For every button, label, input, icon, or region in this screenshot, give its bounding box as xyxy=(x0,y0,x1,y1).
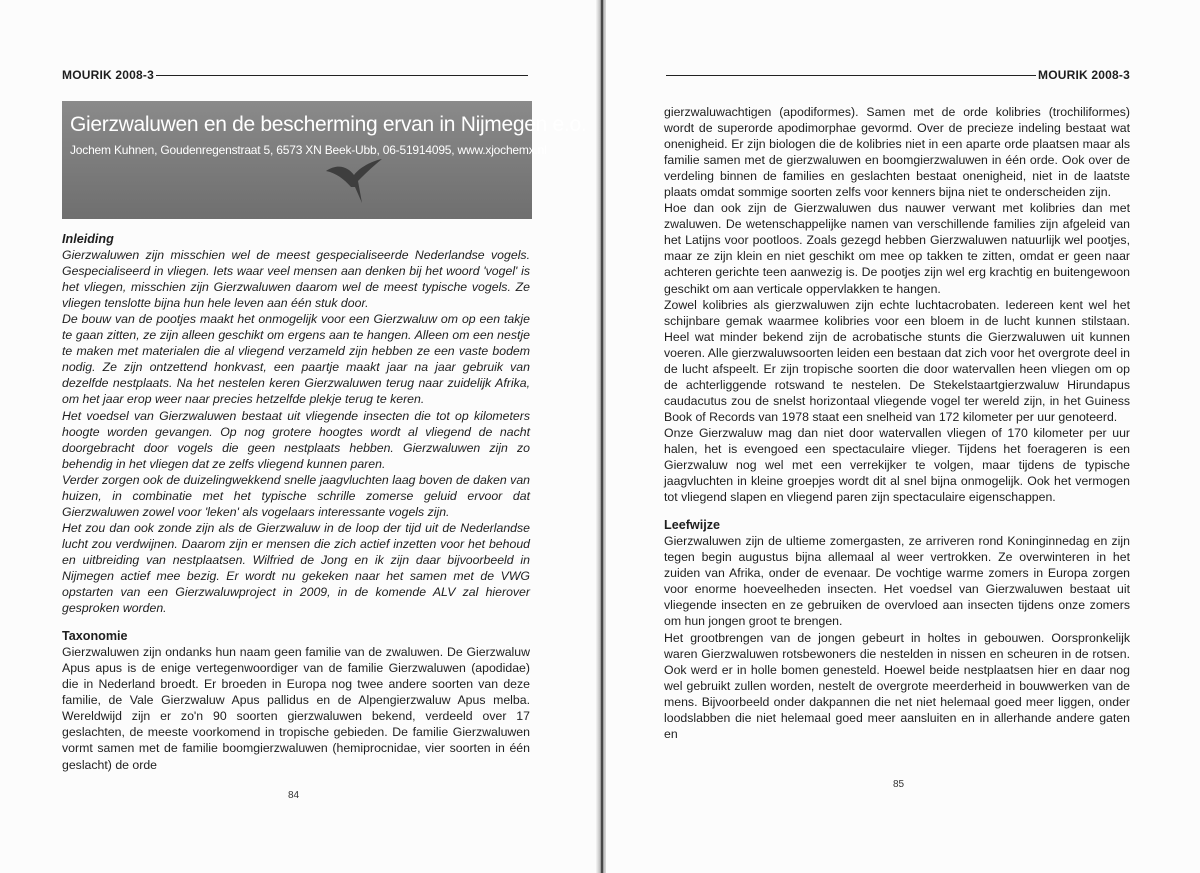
left-column xyxy=(62,231,530,773)
taxonomy-paragraph: Gierzwaluwen zijn ondanks hun naam geen familie van de zwaluwen. De Gierzwaluw Apus apus is de enige vertegenwoordiger van de familie Gierzwaluwen (apodidae) die in Nederland broedt. Er broeden in Europa nog twee andere soorten van deze familie, de Vale Gierzwaluw Apus pallidus en de Alpengierzwaluw Apus melba. Wereldwijd zijn er zo'n 90 soorten gierzwaluwen bekend, verdeeld over 17 geslachten, de meeste voorkomend in tropische gebieden. De familie Gierzwaluwen vormt samen met de familie boomgierzwaluwen (hemiprocnidae, vier soorten in één geslacht) de orde xyxy=(62,645,530,772)
lifestyle-paragraph-1: Gierzwaluwen zijn de ultieme zomergasten, ze arriveren rond Koninginnedag en zijn tegen begin augustus bijna allemaal al weer vertrokken. Ze overwinteren in het zuiden van Afrika, onder de evenaar. De vochtige warme zomers in Europa zorgen voor enorme hoeveelheden insecten. Het voedsel van Gierzwaluwen bestaat uit vliegende insecten en ze gebruiken de overvloed aan insecten tijdens onze zomers om hun jongen groot te brengen. xyxy=(664,534,1130,629)
running-header xyxy=(62,68,530,82)
header-rule-right xyxy=(666,75,1036,76)
journal-name-right: MOURIK 2008-3 xyxy=(1038,68,1130,82)
intro-paragraph-1: Gierzwaluwen zijn misschien wel de meest gespecialiseerde Nederlandse vogels. Gespecialiseerd in vliegen. Iets waar veel mensen aan denken bij het woord 'vogel' is het vliegen, misschien zijn Gierzwaluwen daarom wel de meest typische vogels. Ze vliegen tenslotte bijna hun hele leven aan één stuk door. xyxy=(62,248,530,311)
section-gap-right xyxy=(664,505,1130,517)
page-number-right: 85 xyxy=(893,779,905,790)
right-column xyxy=(664,104,1130,742)
heading-leefwijze: Leefwijze xyxy=(664,518,720,533)
article-banner xyxy=(62,101,587,219)
intro-paragraph-3: Het voedsel van Gierzwaluwen bestaat uit vliegende insecten die tot op kilometers hoogte worden gevangen. Op nog grotere hoogtes wordt al vliegend de nacht doorgebracht door vogels die geen nestplaats hebben. Gierzwaluwen zijn zo behendig in het vliegen dat ze zelfs vliegend kunnen paren. xyxy=(62,408,530,471)
intro-paragraph-5: Het zou dan ook zonde zijn als de Gierzwaluw in de loop der tijd uit de Nederlandse lucht zou verdwijnen. Daarom zijn er mensen die zich actief inzetten voor het behoud en uitbreiding van nestplaatsen. Wilfried de Jong en ik zijn daar bijvoorbeeld in Nijmegen actief mee bezig. Er wordt nu gekeken naar het samen met de VWG opstarten van een Gierzwaluwproject in 2009, in de komende ALV zal hierover gesproken worden. xyxy=(62,520,530,616)
body-paragraph-4: Onze Gierzwaluw mag dan niet door watervallen vliegen of 170 kilometer per uur halen, het is evengoed een spectaculaire vlieger. Tijdens het foerageren is een Gierzwaluw nog wel met een verrekijker te volgen, maar tijdens de typische jaagvluchten in kleine groepjes wordt dit al snel bijna onmogelijk. Ook het vermogen tot vliegend slapen en vliegend paren zijn spectaculaire eigenschappen. xyxy=(664,425,1130,505)
running-header-right xyxy=(664,68,1130,82)
intro-paragraph-2: De bouw van de pootjes maakt het onmogelijk voor een Gierzwaluw om op een takje te gaan zitten, ze zijn alleen geschikt om ergens aan te hangen. Alleen om een nestje te maken met materialen die al vliegend verzameld zijn hebben ze een vaste bodem nodig. Ze zijn ontzettend honkvast, een paartje maakt jaar na jaar gebruik van dezelfde nestplaats. Na het nestelen keren Gierzwaluwen terug naar zuidelijk Afrika, om het jaar erop weer naar precies hetzelfde plekje terug te keren. xyxy=(62,312,530,407)
article-title: Gierzwaluwen en de bescherming ervan in Nijmegen e.o. xyxy=(70,113,587,136)
body-paragraph-1: gierzwaluwachtigen (apodiformes). Samen met de orde kolibries (trochiliformes) wordt de superorde apodimorphae gevormd. Over de precieze indeling bestaat wat onenigheid. Er zijn biologen die de kolibries niet in een aparte orde plaatsen maar als familie samen met de gierzwaluwen en boomgierzwaluwen in één orde. Ook over de verdeling binnen de families en geslachten bestaat onenigheid, niet in de laatste plaats omdat sommige soorten zelfs voor kenners bijna niet te onderscheiden zijn. xyxy=(664,105,1130,200)
author-line: Jochem Kuhnen, Goudenregenstraat 5, 6573 XN Beek-Ubb, 06-51914095, www.xjochemx.nl xyxy=(70,143,547,157)
intro-paragraph-4: Verder zorgen ook de duizelingwekkend snelle jaagvluchten laag boven de daken van huizen, in combinatie met het typische schrille zomerse geluid ervoor dat Gierzwaluwen zowel voor 'leken' als vogelaars interessante vogels zijn. xyxy=(62,472,530,519)
heading-taxonomie: Taxonomie xyxy=(62,629,128,644)
body-paragraph-2: Hoe dan ook zijn de Gierzwaluwen dus nauwer verwant met kolibries dan met zwaluwen. De wetenschappelijke namen van verschillende families zijn afgeleid van het Latijns voor pootloos. Zoals gezegd hebben Gierzwaluwen natuurlijk wel pootjes, maar ze zijn klein en niet geschikt om mee op takken te zitten, omdat er geen naar achteren gerichte teen aanwezig is. De pootjes zijn wel erg krachtig en buitengewoon geschikt om aan verticale oppervlakken te hangen. xyxy=(664,201,1130,296)
swift-bird-icon xyxy=(324,157,384,207)
left-page xyxy=(0,0,598,873)
page-number: 84 xyxy=(288,790,300,801)
section-gap xyxy=(62,616,530,628)
lifestyle-paragraph-2: Het grootbrengen van de jongen gebeurt in holtes in gebouwen. Oorspronkelijk waren Gierzwaluwen rotsbewoners die nestelden in nissen en scheuren in de rotsen. Ook werd er in holle bomen genesteld. Hoewel beide nestplaatsen hier en daar nog wel gebruikt zullen worden, nestelt de overgrote meerderheid in bouwwerken van de mens. Bijvoorbeeld onder dakpannen die net niet helemaal goed meer liggen, onder loodslabben die niet helemaal goed meer aansluiten en in allerhande andere gaten en xyxy=(664,630,1130,741)
journal-name: MOURIK 2008-3 xyxy=(62,68,154,82)
body-paragraph-3: Zowel kolibries als gierzwaluwen zijn echte luchtacrobaten. Iedereen kent wel het schijnbare gemak waarmee kolibries voor een bloem in de lucht kunnen stilstaan. Heel wat minder bekend zijn de acrobatische stunts die Gierzwaluwen uit kunnen voeren. Alle gierzwaluwsoorten leiden een bestaan dat zich voor het overgrote deel in de lucht afspeelt. Er zijn tropische soorten die door watervallen heen vliegen om op de achterliggende rotswand te nestelen. De Stekelstaartgierzwaluw Hirundapus caudacutus zou de snelst horizontaal vliegende vogel ter wereld zijn, in het Guiness Book of Records van 1978 staat een snelheid van 172 kilometer per uur genoteerd. xyxy=(664,297,1130,424)
header-rule xyxy=(156,75,528,76)
heading-inleiding: Inleiding xyxy=(62,232,114,246)
